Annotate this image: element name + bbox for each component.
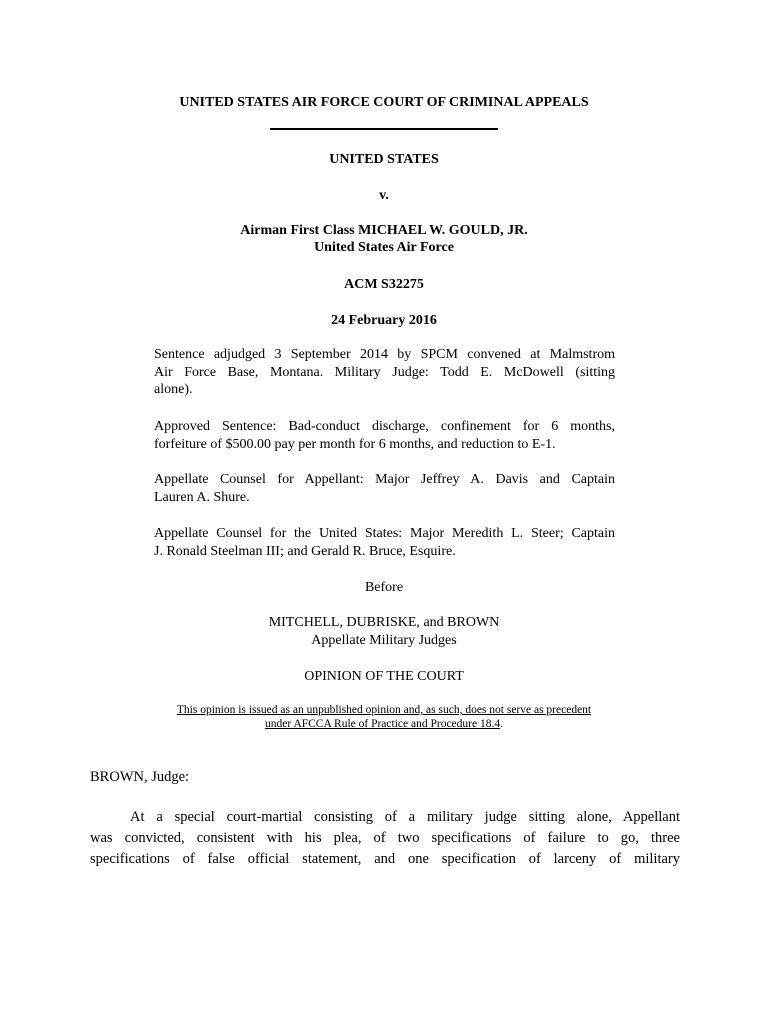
title-divider: [270, 128, 498, 130]
caption-defendant-service: United States Air Force: [314, 240, 454, 255]
text-line: J. Ronald Steelman III; and Gerald R. Bruce, Esquire.: [154, 543, 456, 559]
caption-plaintiff: UNITED STATES: [329, 152, 439, 167]
approved-sentence: [154, 418, 615, 453]
decision-date: 24 February 2016: [331, 313, 437, 328]
panel-judges: MITCHELL, DUBRISKE, and BROWN: [268, 615, 500, 630]
text-line: Appellate Counsel for Appellant: Major Jeffrey A. Davis and Captain: [154, 472, 615, 487]
text-line: was convicted, consistent with his plea, of two specifications of failure to go, three: [90, 830, 680, 846]
text-line: Air Force Base, Montana. Military Judge: Todd E. McDowell (sitting: [154, 364, 615, 380]
appellant-counsel: [154, 471, 615, 506]
text-line: At a special court-martial consisting of a military judge sitting alone, Appellant: [130, 809, 680, 825]
publication-note-second: [0, 717, 768, 731]
publication-note-period: .: [500, 718, 503, 730]
court-title: UNITED STATES AIR FORCE COURT OF CRIMINAL APPEALS: [179, 95, 589, 110]
publication-note-line2: under AFCCA Rule of Practice and Procedure 18.4: [265, 718, 501, 730]
text-line: Sentence adjudged 3 September 2014 by SPCM convened at Malmstrom: [154, 347, 615, 362]
text-line: specifications of false official statement, and one specification of larceny of military: [90, 851, 680, 867]
publication-note: [0, 703, 768, 717]
opinion-author: BROWN, Judge:: [90, 769, 190, 785]
panel-judges-title: Appellate Military Judges: [311, 633, 457, 648]
caption-defendant-name: Airman First Class MICHAEL W. GOULD, JR.: [240, 223, 528, 238]
text-line: Approved Sentence: Bad-conduct discharge, confinement for 6 months,: [154, 419, 615, 434]
opinion-paragraph: [90, 807, 680, 870]
text-line: forfeiture of $500.00 pay per month for 6 months, and reduction to E-1.: [154, 436, 556, 452]
us-counsel: [154, 525, 615, 560]
text-line: alone).: [154, 382, 193, 397]
opinion-heading: OPINION OF THE COURT: [304, 669, 464, 684]
publication-note-line1: This opinion is issued as an unpublished opinion and, as such, does not serve as precedent: [176, 704, 592, 716]
sentence-adjudged: [154, 346, 615, 399]
text-line: Appellate Counsel for the United States: Major Meredith L. Steer; Captain: [154, 526, 615, 541]
caption-versus: v.: [379, 188, 389, 203]
panel-before: Before: [364, 580, 404, 595]
docket-number: ACM S32275: [344, 277, 424, 292]
text-line: Lauren A. Shure.: [154, 489, 250, 505]
